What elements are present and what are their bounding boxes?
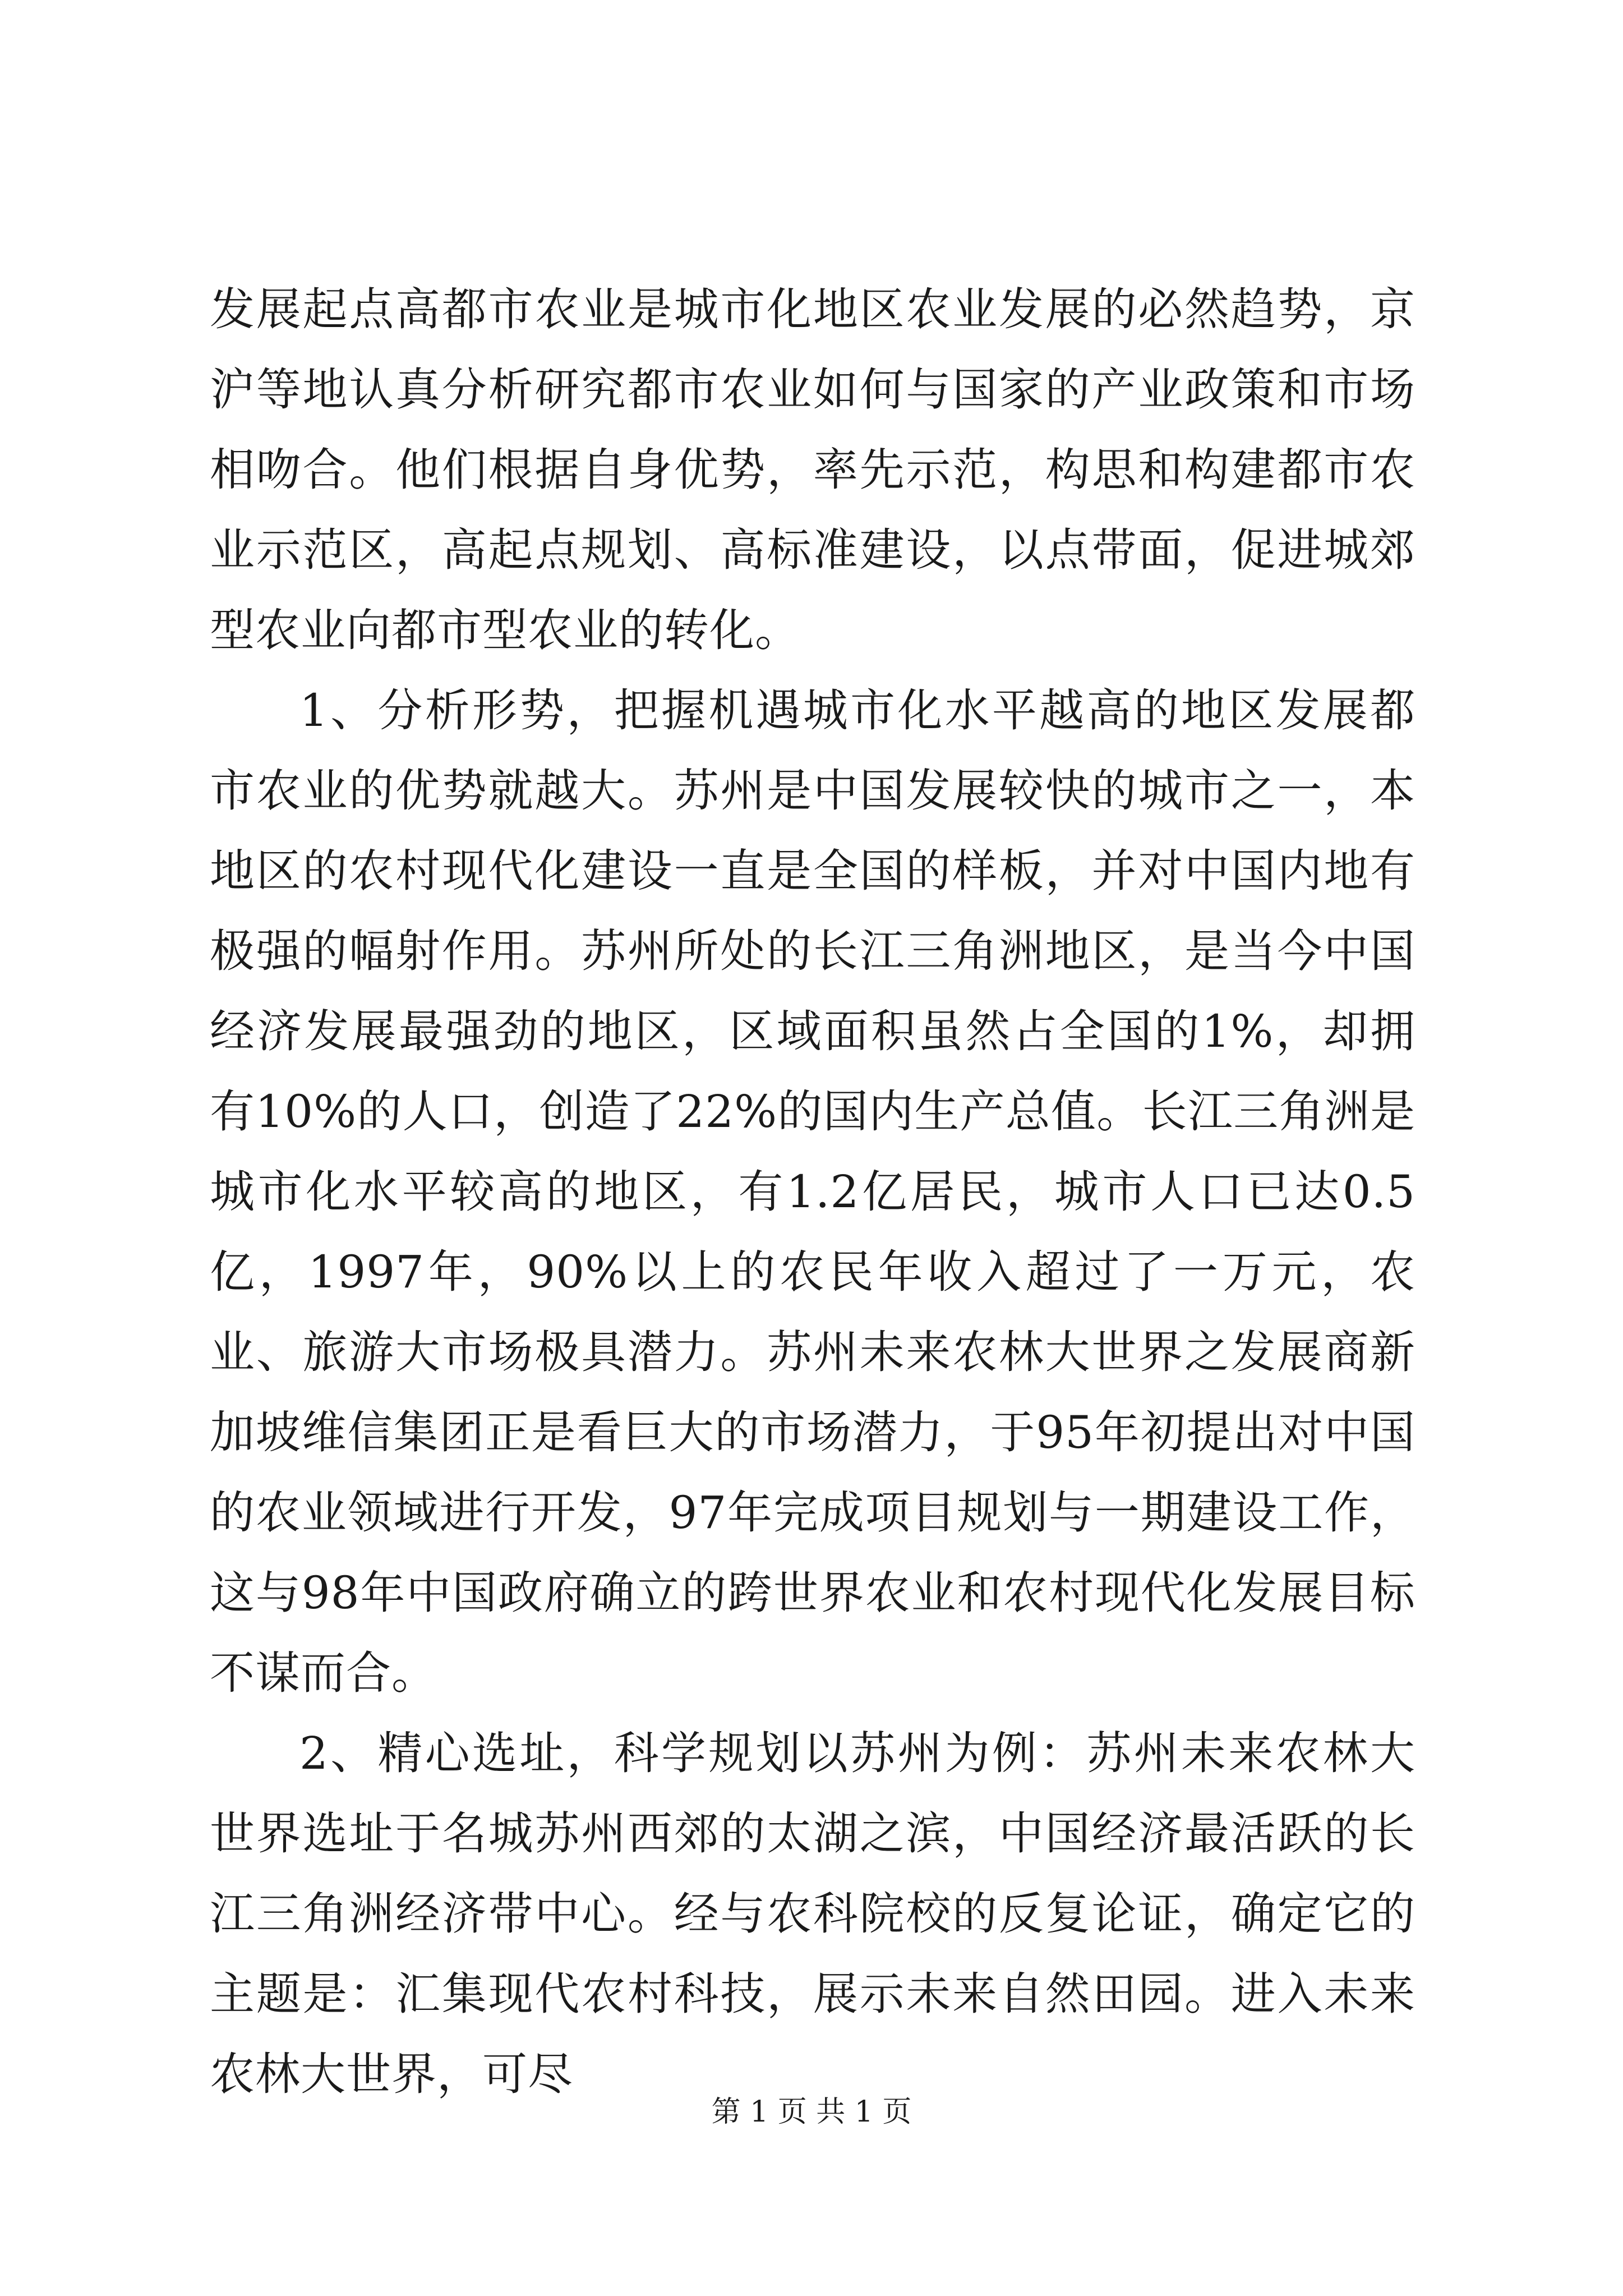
- document-body: [210, 269, 1415, 2114]
- paragraph-1: 发展起点高都市农业是城市化地区农业发展的必然趋势，京沪等地认真分析研究都市农业如何与国家的产业政策和市场相吻合。他们根据自身优势，率先示范，构思和构建都市农业示范区，高起点规划、高标准建设，以点带面，促进城郊型农业向都市型农业的转化。: [210, 283, 1415, 656]
- page-footer: 第 1 页 共 1 页: [711, 2095, 912, 2129]
- paragraph-2: 1、分析形势，把握机遇城市化水平越高的地区发展都市农业的优势就越大。苏州是中国发展较快的城市之一，本地区的农村现代化建设一直是全国的样板，并对中国内地有极强的幅射作用。苏州所处的长江三角洲地区，是当今中国经济发展最强劲的地区，区域面积虽然占全国的1%，却拥有10%的人口，创造了22%的国内生产总值。长江三角洲是城市化水平较高的地区，有1.2亿居民，城市人口已达0.5亿，1997年，90%以上的农民年收入超过了一万元，农业、旅游大市场极具潜力。苏州未来农林大世界之发展商新加坡维信集团正是看巨大的市场潜力，于95年初提出对中国的农业领域进行开发，97年完成项目规划与一期建设工作，这与98年中国政府确立的跨世界农业和农村现代化发展目标不谋而合。: [210, 684, 1415, 1699]
- paragraph-3: 2、精心选址，科学规划以苏州为例：苏州未来农林大世界选址于名城苏州西郊的太湖之滨，中国经济最活跃的长江三角洲经济带中心。经与农科院校的反复论证，确定它的主题是：汇集现代农村科技，展示未来自然田园。进入未来农林大世界，可尽: [210, 1727, 1415, 2100]
